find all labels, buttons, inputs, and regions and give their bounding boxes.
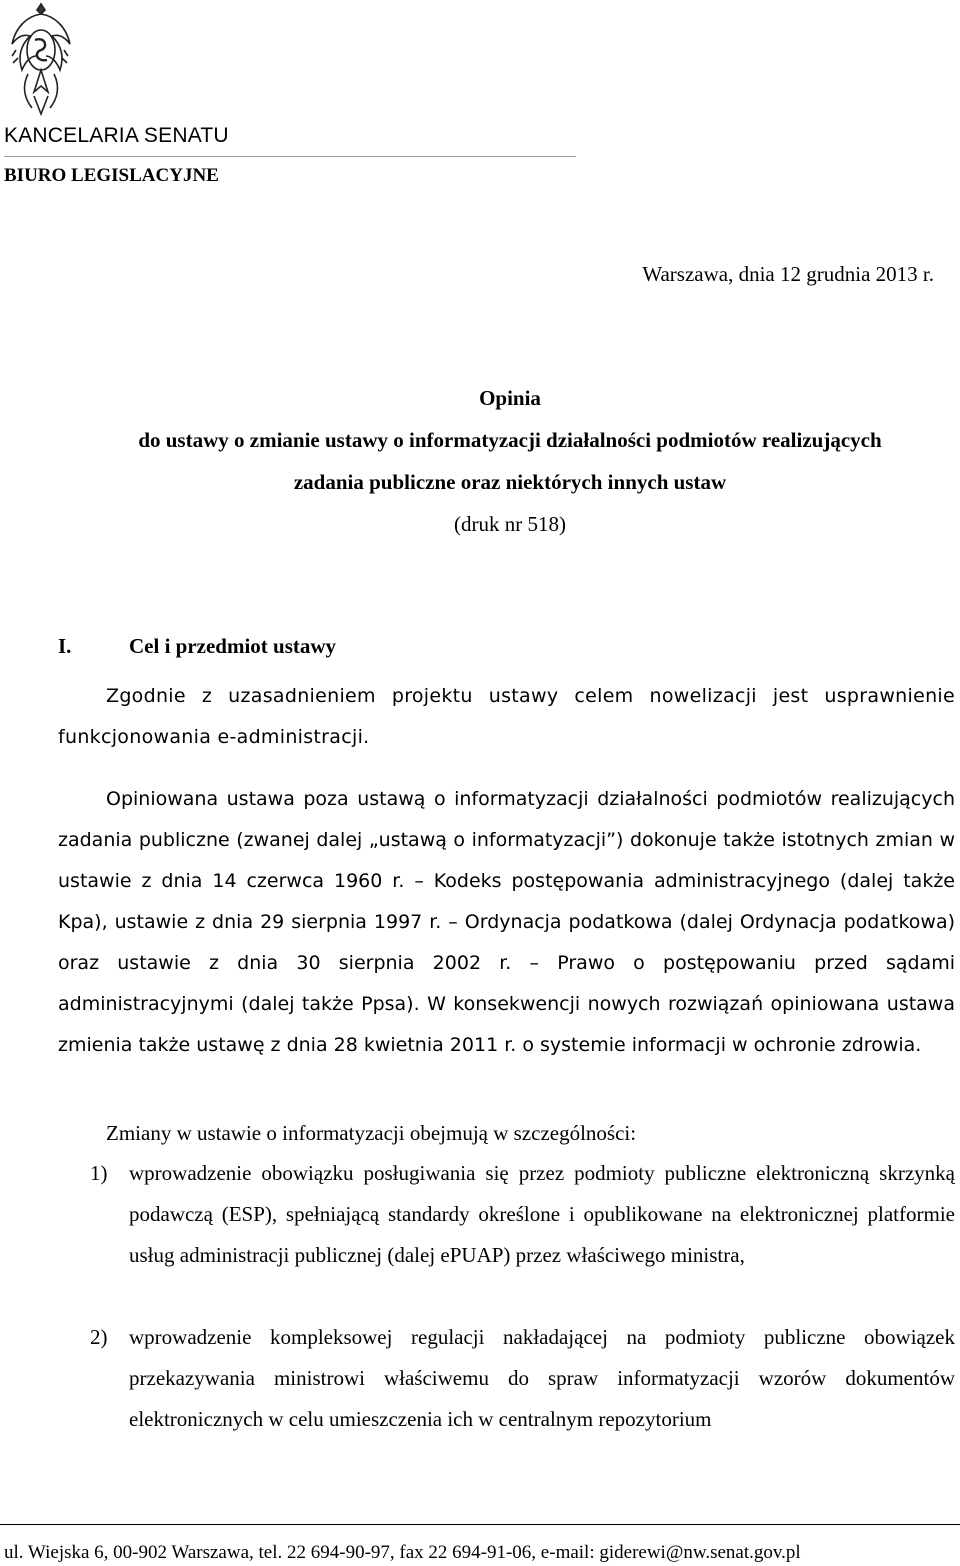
footer-divider bbox=[0, 1524, 960, 1525]
senate-eagle-emblem-icon bbox=[6, 0, 76, 118]
list-item-number: 1) bbox=[90, 1161, 108, 1185]
document-subtitle-line-1: do ustawy o zmianie ustawy o informatyzacji działalności podmiotów realizujących bbox=[138, 428, 882, 452]
list-item-text: wprowadzenie obowiązku posługiwania się przez podmioty publiczne elektroniczną skrzynką podawczą (ESP), spełniającą standardy określone i opublikowane na elektronicznej platformie usług administracji publicznej (dalej ePUAP) przez właściwego ministra, bbox=[129, 1161, 955, 1267]
section-number: I. bbox=[58, 634, 72, 658]
paragraph-purpose: Zgodnie z uzasadnieniem projektu ustawy celem nowelizacji jest usprawnienie funkcjonowania e-administracji. bbox=[58, 685, 955, 748]
document-subtitle-line-2: zadania publiczne oraz niektórych innych ustaw bbox=[293, 470, 727, 494]
list-item bbox=[58, 1153, 955, 1276]
list-item bbox=[58, 1317, 955, 1440]
footer-contact: ul. Wiejska 6, 00-902 Warszawa, tel. 22 694-90-97, fax 22 694-91-06, e-mail: giderewi@nw.senat.gov.pl bbox=[4, 1542, 801, 1563]
organization-unit: BIURO LEGISLACYJNE bbox=[4, 165, 219, 186]
paragraph-changes-intro: Zmiany w ustawie o informatyzacji obejmują w szczególności: bbox=[106, 1121, 637, 1145]
paragraph-scope: Opiniowana ustawa poza ustawą o informatyzacji działalności podmiotów realizujących zadania publiczne (zwanej dalej „ustawą o informatyzacji”) dokonuje także istotnych zmian w ustawie z dnia 14 czerwca 1960 r. – Kodeks postępowania administracyjnego (dalej także Kpa), ustawie z dnia 29 sierpnia 1997 r. – Ordynacja podatkowa (dalej Ordynacja podatkowa) oraz ustawie z dnia 30 sierpnia 2002 r. – Prawo o postępowaniu przed sądami administracyjnymi (dalej także Ppsa). W konsekwencji nowych rozwiązań opiniowana ustawa zmienia także ustawę z dnia 28 kwietnia 2011 r. o systemie informacji w ochronie zdrowia. bbox=[58, 788, 955, 1056]
document-title: Opinia bbox=[479, 386, 541, 410]
organization-name: KANCELARIA SENATU bbox=[4, 124, 229, 147]
section-heading: Cel i przedmiot ustawy bbox=[129, 634, 337, 658]
header-divider bbox=[4, 156, 576, 157]
list-item-number: 2) bbox=[90, 1325, 108, 1349]
document-date: Warszawa, dnia 12 grudnia 2013 r. bbox=[642, 262, 934, 286]
print-number: (druk nr 518) bbox=[454, 512, 566, 536]
list-item-text: wprowadzenie kompleksowej regulacji nakładającej na podmioty publiczne obowiązek przekazywania ministrowi właściwemu do spraw informatyzacji wzorów dokumentów elektronicznych w celu umieszczenia ich w centralnym repozytorium bbox=[129, 1325, 955, 1431]
